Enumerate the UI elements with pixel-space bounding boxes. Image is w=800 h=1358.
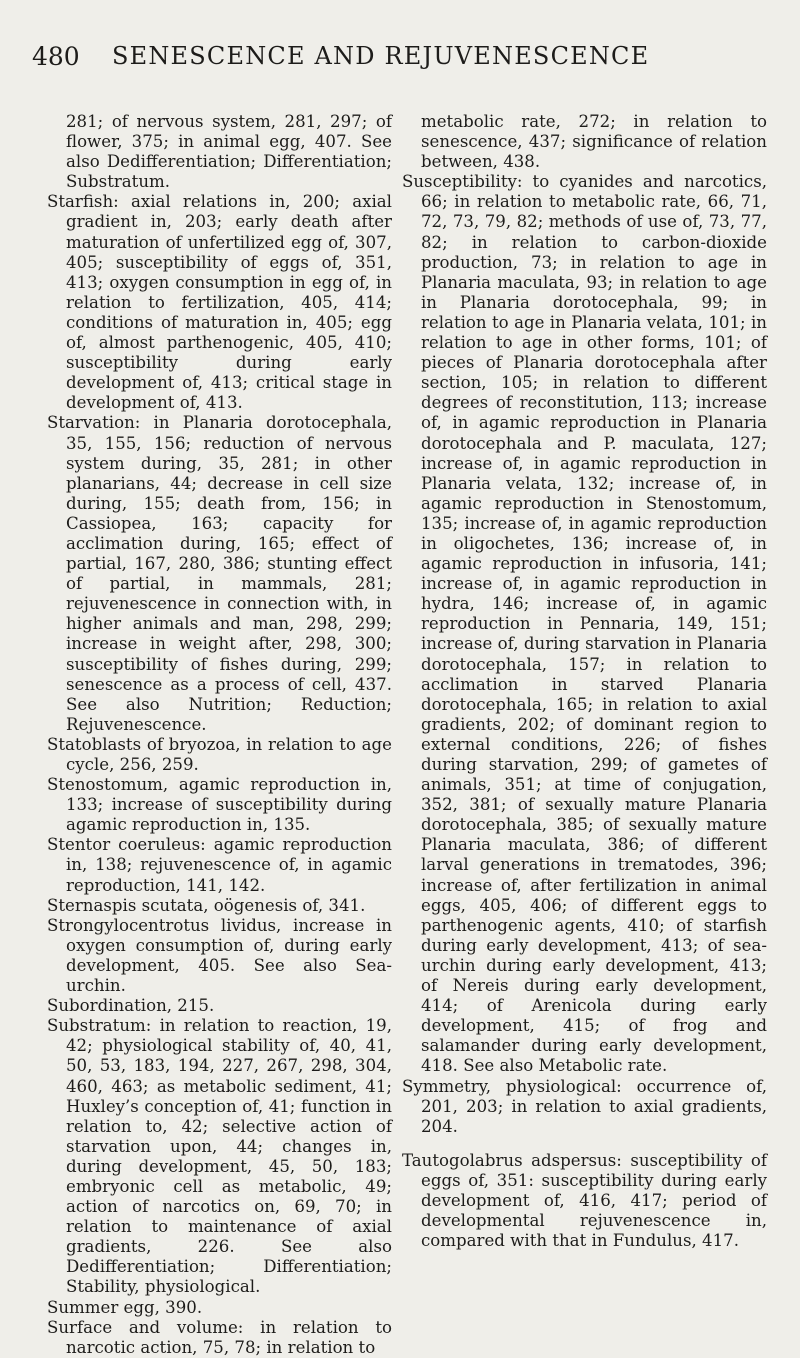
index-entry: Surface and volume: in relation to narcotic action, 75, 78; in relation to (47, 1317, 392, 1357)
index-entry: Starvation: in Planaria dorotocephala, 35, 155, 156; reduction of nervous system during, 35, 281; in other planarians, 44; decrease in cell size during, 155; death from, 156; in Cassiopea, 163; capacity for acclimation during, 165; effect of partial, 167, 280, 386; stunting effect of partial, in mammals, 281; rejuvenescence in connection with, in higher animals and man, 298, 299; increase in weight after, 298, 300; susceptibility of fishes during, 299; senescence as a process of cell, 437. See also Nutrition; Reduction; Rejuvenescence. (47, 413, 392, 734)
running-head: SENESCENCE AND REJUVENESCENCE (112, 42, 650, 70)
page-number: 480 (32, 42, 80, 71)
index-entry: Summer egg, 390. (47, 1297, 203, 1317)
index-entry: Tautogolabrus adspersus: susceptibility of eggs of, 351: susceptibility during early development of, 416, 417; period of developmental rejuvenescence in, compared with that in Fundulus, 417. (402, 1150, 767, 1251)
index-entry: Statoblasts of bryozoa, in relation to age cycle, 256, 259. (47, 734, 392, 774)
right-column (402, 112, 767, 1251)
index-entry: Strongylocentrotus lividus, increase in oxygen consumption of, during early development, 405. See also Sea-urchin. (47, 915, 392, 996)
index-entry: Symmetry, physiological: occurrence of, 201, 203; in relation to axial gradients, 204. (402, 1076, 767, 1136)
index-entry: Stentor coeruleus: agamic reproduction in, 138; rejuvenescence of, in agamic reproduction, 141, 142. (47, 835, 392, 895)
index-entry: Sternaspis scutata, oögenesis of, 341. (47, 895, 366, 915)
page-header (0, 42, 800, 82)
index-entry: Stenostomum, agamic reproduction in, 133; increase of susceptibility during agamic reproduction in, 135. (47, 775, 392, 835)
index-entry: Susceptibility: to cyanides and narcotics, 66; in relation to metabolic rate, 66, 71, 72, 73, 79, 82; methods of use of, 73, 77, 82; in relation to carbon-dioxide production, 73; in relation to age in Planaria maculata, 93; in relation to age in Planaria dorotocephala, 99; in relation to age in Planaria velata, 101; in relation to age in other forms, 101; of pieces of Planaria dorotocephala after section, 105; in relation to different degrees of reconstitution, 113; increase of, in agamic reproduction in Planaria dorotocephala and P. maculata, 127; increase of, in agamic reproduction in Planaria velata, 132; increase of, in agamic reproduction in Stenostomum, 135; increase of, in agamic reproduction in oligochetes, 136; increase of, in agamic reproduction in infusoria, 141; increase of, in agamic reproduction in hydra, 146; increase of, in agamic reproduction in Pennaria, 149, 151; increase of, during starvation in Planaria dorotocephala, 157; in relation to acclimation in starved Planaria dorotocephala, 165; in relation to axial gradients, 202; of dominant region to external conditions, 226; of fishes during starvation, 299; of gametes of animals, 351; at time of conjugation, 352, 381; of sexually mature Planaria dorotocephala, 385; of sexually mature Planaria maculata, 386; of different larval generations in trematodes, 396; increase of, after fertilization in animal eggs, 405, 406; of different eggs to parthenogenic agents, 410; of starfish during early development, 413; of sea-urchin during early development, 413; of Nereis during early development, 414; of Arenicola during early development, 415; of frog and salamander during early development, 418. See also Metabolic rate. (402, 172, 767, 1076)
left-column (47, 112, 392, 1358)
index-entry: Starfish: axial relations in, 200; axial gradient in, 203; early death after maturation of unfertilized egg of, 307, 405; susceptibility of eggs of, 351, 413; oxygen consumption in egg of, in relation to fertilization, 405, 414; conditions of maturation in, 405; egg of, almost parthenogenic, 405, 410; susceptibility during early development of, 413; critical stage in development of, 413. (47, 192, 392, 413)
index-entry: Subordination, 215. (47, 996, 215, 1016)
index-entry: Substratum: in relation to reaction, 19, 42; physiological stability of, 40, 41, 50, 53, 183, 194, 227, 267, 298, 304, 460, 463; as metabolic sediment, 41; Huxley’s conception of, 41; function in relation to, 42; selective action of starvation upon, 44; changes in, during development, 45, 50, 183; embryonic cell as metabolic, 49; action of narcotics on, 69, 70; in relation to maintenance of axial gradients, 226. See also Dedifferentiation; Differentiation; Stability, physiological. (47, 1016, 392, 1297)
index-entry: 281; of nervous system, 281, 297; of flower, 375; in animal egg, 407. See also Dedifferentiation; Differentiation; Substratum. (66, 112, 392, 192)
index-entry: metabolic rate, 272; in relation to senescence, 437; significance of relation between, 438. (421, 112, 767, 172)
